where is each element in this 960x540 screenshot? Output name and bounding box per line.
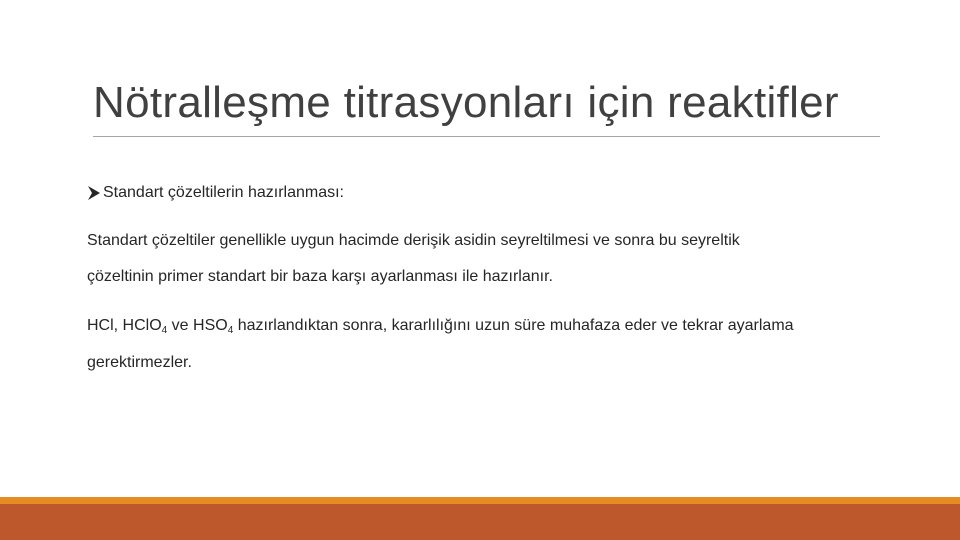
paragraph1-line1: Standart çözeltiler genellikle uygun hacimde derişik asidin seyreltilmesi ve sonra bu seyreltik <box>87 232 740 249</box>
arrow-bullet-icon <box>87 185 101 201</box>
footer-accent-bar-bottom <box>0 504 960 540</box>
paragraph2-text-part2: ve HSO <box>167 317 228 334</box>
paragraph2-line2: gerektirmezler. <box>87 354 192 371</box>
paragraph2-subscript2: 4 <box>227 325 234 336</box>
paragraph2-line1 <box>87 317 794 336</box>
title-underline <box>93 136 880 137</box>
paragraph2-text-part3: hazırlandıktan sonra, kararlılığını uzun süre muhafaza eder ve tekrar ayarlama <box>233 317 794 334</box>
paragraph2-subscript1: 4 <box>161 325 168 336</box>
bullet-heading <box>87 184 344 202</box>
paragraph1-line2: çözeltinin primer standart bir baza karşı ayarlanması ile hazırlanır. <box>87 268 553 285</box>
footer-accent-bar-top <box>0 497 960 504</box>
slide-title: Nötralleşme titrasyonları için reaktifler <box>93 78 839 127</box>
bullet-heading-text: Standart çözeltilerin hazırlanması: <box>103 184 344 201</box>
paragraph2-text-part1: HCl, HClO <box>87 317 162 334</box>
